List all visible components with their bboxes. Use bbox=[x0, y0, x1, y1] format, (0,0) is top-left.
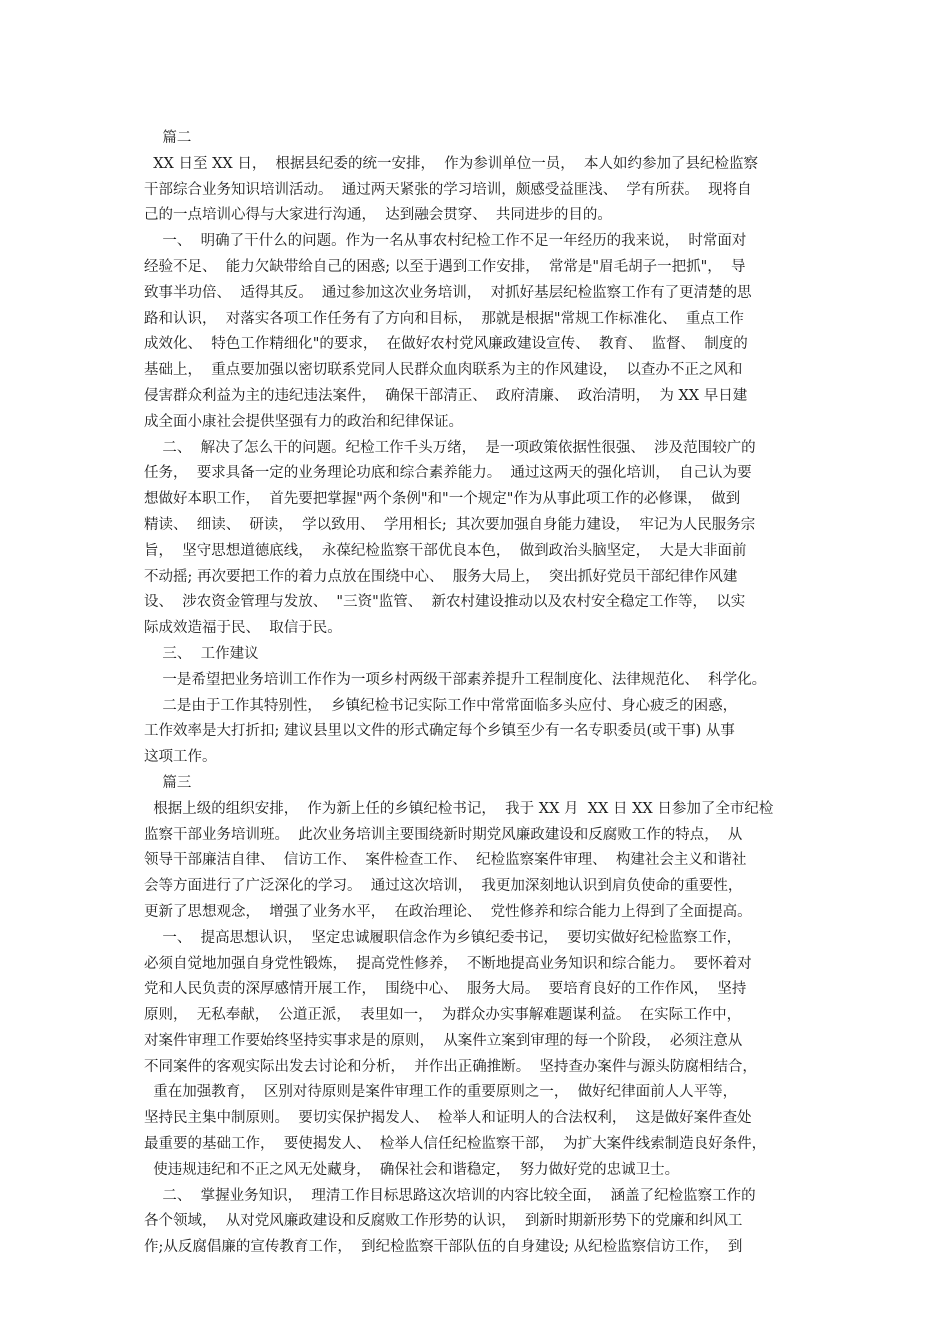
text-line: 干部综合业务知识培训活动。 通过两天紧张的学习培训，颇感受益匪浅、 学有所获。 现将自 bbox=[144, 181, 752, 198]
text-line: 一、 明确了干什么的问题。作为一名从事农村纪检工作不足一年经历的我来说， 时常面对 bbox=[144, 233, 747, 250]
text-line: 不动摇; 再次要把工作的着力点放在围绕中心、 服务大局上， 突出抓好党员干部纪律作风建 bbox=[144, 568, 738, 585]
text-line: 经验不足、 能力欠缺带给自己的困惑; 以至于遇到工作安排， 常常是"眉毛胡子一把抓"， 导 bbox=[144, 258, 746, 275]
text-line: 必须自觉地加强自身党性锻炼， 提高党性修养， 不断地提高业务知识和综合能力。 要怀着对 bbox=[144, 955, 752, 972]
text-line: 重在加强教育， 区别对待原则是案件审理工作的重要原则之一， 做好纪律面前人人平等， bbox=[144, 1084, 738, 1101]
text-line: 精读、 细读、 研读， 学以致用、 学用相长; 其次要加强自身能力建设， 牢记为人民服务宗 bbox=[144, 516, 756, 533]
text-line: 二、 解决了怎么干的问题。纪检工作千头万绪， 是一项政策依据性很强、 涉及范围较广的 bbox=[144, 439, 756, 456]
text-line: 根据上级的组织安排， 作为新上任的乡镇纪检书记， 我于 XX 月 XX 日 XX 日参加了全市纪检 bbox=[144, 800, 774, 817]
text-line: 基础上， 重点要加强以密切联系党同人民群众血肉联系为主的作风建设， 以查办不正之风和 bbox=[144, 362, 743, 379]
text-line: 党和人民负责的深厚感情开展工作， 围绕中心、 服务大局。 要培育良好的工作作风， 坚持 bbox=[144, 981, 747, 998]
text-line: 任务， 要求具备一定的业务理论功底和综合素养能力。 通过这两天的强化培训， 自己认为要 bbox=[144, 465, 752, 482]
text-line: 不同案件的客观实际出发去讨论和分析， 并作出正确推断。 坚持查办案件与源头防腐相结合， bbox=[144, 1058, 757, 1075]
text-line: 际成效造福于民、 取信于民。 bbox=[144, 620, 342, 637]
text-line: 更新了思想观念， 增强了业务水平， 在政治理论、 党性修养和综合能力上得到了全面提高。 bbox=[144, 903, 752, 920]
text-line: 使违规违纪和不正之风无处藏身， 确保社会和谐稳定， 努力做好党的忠诚卫士。 bbox=[144, 1161, 680, 1178]
text-line: 成效化、 特色工作精细化"的要求， 在做好农村党风廉政建设宣传、 教育、 监督、 制度的 bbox=[144, 336, 748, 353]
text-line: 一是希望把业务培训工作作为一项乡村两级干部素养提升工程制度化、法律规范化、 科学化。 bbox=[144, 671, 767, 688]
text-line: 路和认识， 对落实各项工作任务有了方向和目标， 那就是根据"常规工作标准化、 重点工作 bbox=[144, 310, 744, 327]
text-line: 旨， 坚守思想道德底线， 永葆纪检监察干部优良本色， 做到政治头脑坚定， 大是大非面前 bbox=[144, 542, 747, 559]
text-line: 这项工作。 bbox=[144, 749, 217, 766]
text-line: XX 日至 XX 日， 根据县纪委的统一安排， 作为参训单位一员， 本人如约参加了县纪检监察 bbox=[144, 155, 758, 172]
text-line: 篇三 bbox=[144, 774, 192, 791]
text-line: 最重要的基础工作， 要使揭发人、 检举人信任纪检监察干部， 为扩大案件线索制造良好条件， bbox=[144, 1136, 767, 1153]
text-line: 三、 工作建议 bbox=[144, 645, 259, 662]
text-line: 对案件审理工作要始终坚持实事求是的原则， 从案件立案到审理的每一个阶段， 必须注意从 bbox=[144, 1032, 743, 1049]
text-line: 监察干部业务培训班。 此次业务培训主要围绕新时期党风廉政建设和反腐败工作的特点， 从 bbox=[144, 826, 743, 843]
text-line: 坚持民主集中制原则。 要切实保护揭发人、 检举人和证明人的合法权利， 这是做好案件查处 bbox=[144, 1110, 752, 1127]
text-line: 原则， 无私奉献， 公道正派， 表里如一， 为群众办实事解难题谋利益。 在实际工作中， bbox=[144, 1007, 742, 1024]
text-line: 设、 涉农资金管理与发放、 "三资"监管、 新农村建设推动以及农村安全稳定工作等， 以实 bbox=[144, 594, 746, 611]
text-line: 工作效率是大打折扣; 建议县里以文件的形式确定每个乡镇至少有一名专职委员(或干事) 从事 bbox=[144, 723, 735, 740]
text-line: 侵害群众利益为主的违纪违法案件， 确保干部清正、 政府清廉、 政治清明， 为 XX 早日建 bbox=[144, 387, 748, 404]
text-line: 二是由于工作其特别性， 乡镇纪检书记实际工作中常常面临多头应付、身心疲乏的困惑， bbox=[144, 697, 738, 714]
text-line: 一、 提高思想认识， 坚定忠诚履职信念作为乡镇纪委书记， 要切实做好纪检监察工作， bbox=[144, 929, 742, 946]
document-body bbox=[144, 126, 814, 1261]
text-line: 篇二 bbox=[144, 130, 192, 146]
text-line: 二、 掌握业务知识， 理清工作目标思路这次培训的内容比较全面， 涵盖了纪检监察工作的 bbox=[144, 1187, 756, 1204]
text-line: 领导干部廉洁自律、 信访工作、 案件检查工作、 纪检监察案件审理、 构建社会主义和谐社 bbox=[144, 852, 747, 869]
text-line: 己的一点培训心得与大家进行沟通， 达到融会贯穿、 共同进步的目的。 bbox=[144, 207, 612, 224]
text-line: 致事半功倍、 适得其反。 通过参加这次业务培训， 对抓好基层纪检监察工作有了更清楚的思 bbox=[144, 284, 752, 301]
text-line: 想做好本职工作， 首先要把掌握"两个条例"和"一个规定"作为从事此项工作的必修课， 做到 bbox=[144, 491, 741, 508]
text-line: 会等方面进行了广泛深化的学习。 通过这次培训， 我更加深刻地认识到肩负使命的重要性， bbox=[144, 878, 743, 895]
text-line: 成全面小康社会提供坚强有力的政治和纪律保证。 bbox=[144, 413, 463, 430]
text-line: 作;从反腐倡廉的宣传教育工作， 到纪检监察干部队伍的自身建设; 从纪检监察信访工作， 到 bbox=[144, 1239, 743, 1256]
text-line: 各个领域， 从对党风廉政建设和反腐败工作形势的认识， 到新时期新形势下的党廉和纠风工 bbox=[144, 1213, 743, 1230]
